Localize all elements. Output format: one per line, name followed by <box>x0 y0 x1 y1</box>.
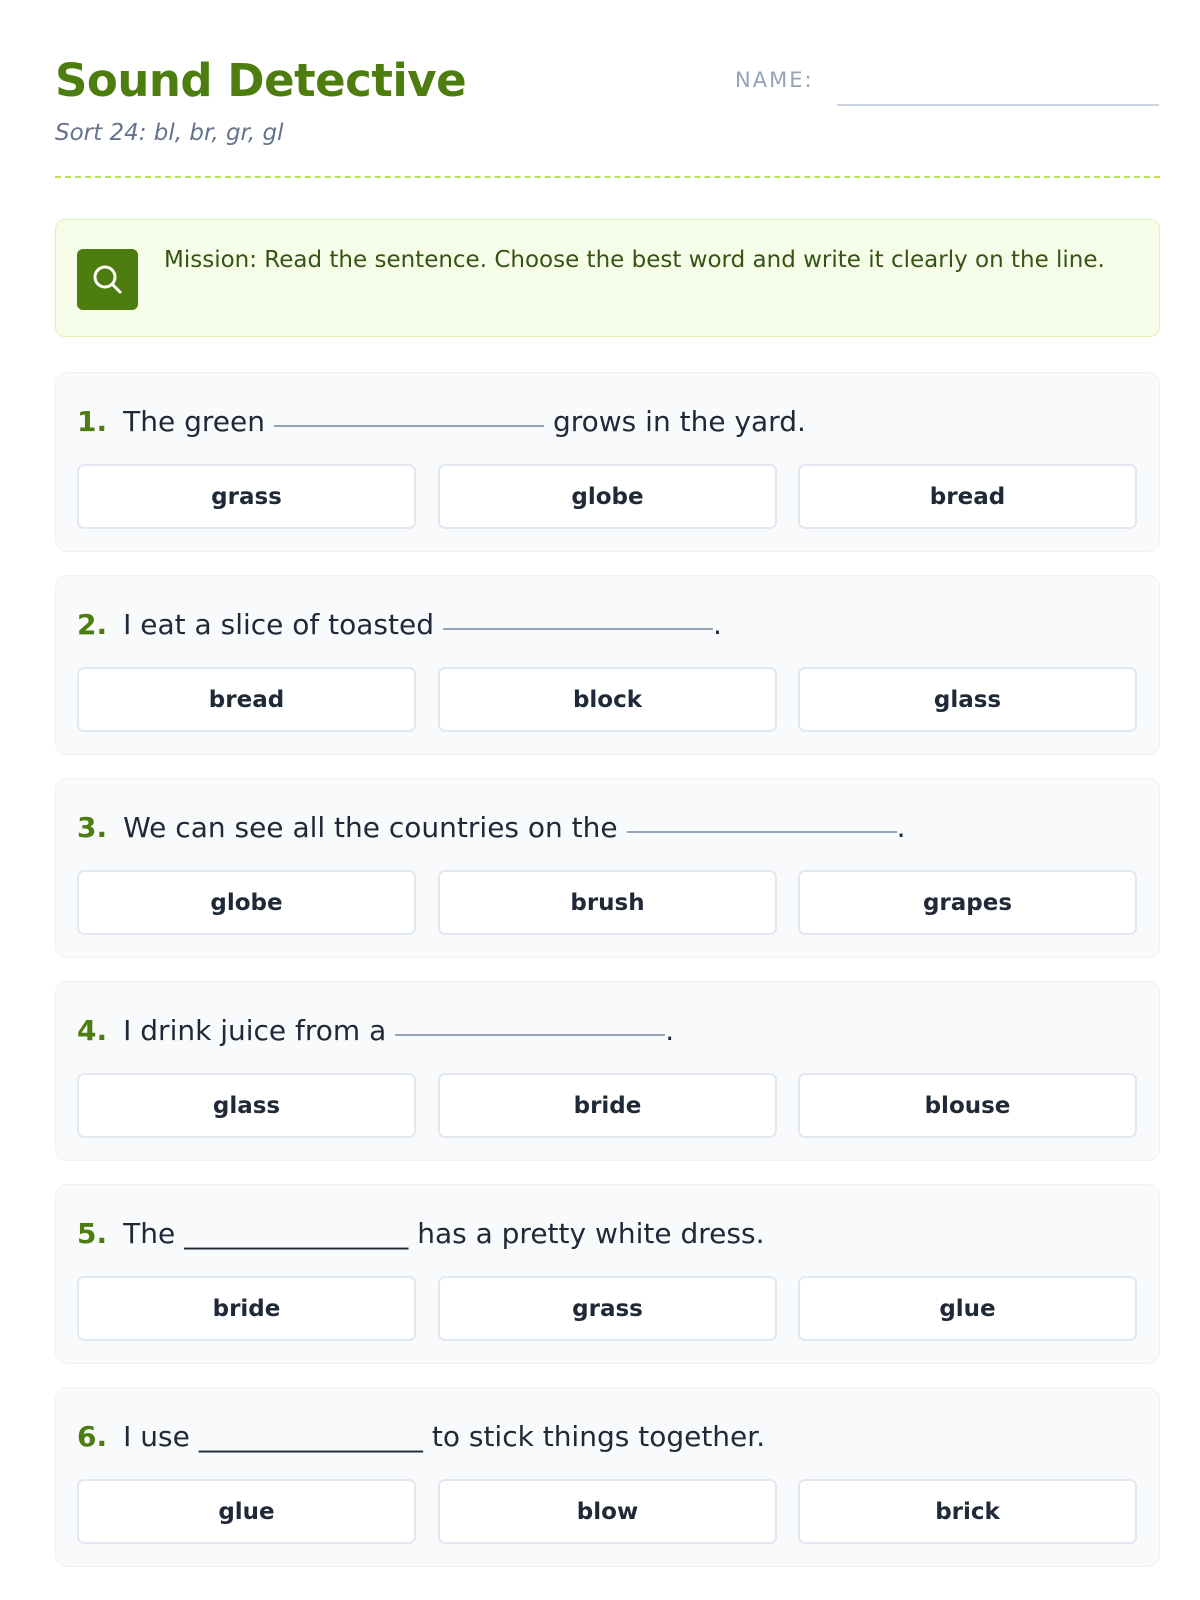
question-card <box>55 778 1160 958</box>
question-sentence <box>77 1012 674 1048</box>
word-choice-button[interactable]: bride <box>438 1073 777 1138</box>
sentence-start: I drink juice from a <box>123 1013 387 1047</box>
word-choice-button[interactable]: glue <box>77 1479 416 1544</box>
answer-blank[interactable] <box>274 425 544 427</box>
sentence-start: We can see all the countries on the <box>123 810 618 844</box>
question-number: 3. <box>77 810 108 844</box>
choice-row <box>77 667 1137 732</box>
sentence-end: . <box>896 810 906 844</box>
word-choice-button[interactable]: grapes <box>798 870 1137 935</box>
word-choice-button[interactable]: blow <box>438 1479 777 1544</box>
answer-blank[interactable]: ________________ <box>184 1216 409 1250</box>
sentence-end: has a pretty white dress. <box>417 1216 765 1250</box>
word-choice-button[interactable]: glue <box>798 1276 1137 1341</box>
page-title: Sound Detective <box>55 54 467 107</box>
word-choice-button[interactable]: bread <box>798 464 1137 529</box>
question-card <box>55 1184 1160 1364</box>
mission-box <box>55 219 1160 337</box>
question-number: 2. <box>77 607 108 641</box>
word-choice-button[interactable]: glass <box>798 667 1137 732</box>
word-choice-button[interactable]: bride <box>77 1276 416 1341</box>
search-icon <box>77 249 138 310</box>
page-subtitle: Sort 24: bl, br, gr, gl <box>55 120 284 146</box>
choice-row <box>77 1276 1137 1341</box>
word-choice-button[interactable]: blouse <box>798 1073 1137 1138</box>
choice-row <box>77 1073 1137 1138</box>
name-label: NAME: <box>735 68 814 92</box>
name-field-line[interactable] <box>837 104 1159 106</box>
question-number: 4. <box>77 1013 108 1047</box>
question-card <box>55 1387 1160 1567</box>
question-card <box>55 372 1160 552</box>
mission-instructions: Mission: Read the sentence. Choose the best word and write it clearly on the line. <box>164 247 1105 273</box>
question-number: 6. <box>77 1419 108 1453</box>
word-choice-button[interactable]: block <box>438 667 777 732</box>
question-card <box>55 575 1160 755</box>
choice-row <box>77 870 1137 935</box>
question-card <box>55 981 1160 1161</box>
question-sentence <box>77 403 806 439</box>
word-choice-button[interactable]: bread <box>77 667 416 732</box>
answer-blank[interactable] <box>627 831 897 833</box>
question-number: 1. <box>77 404 108 438</box>
word-choice-button[interactable]: brick <box>798 1479 1137 1544</box>
word-choice-button[interactable]: grass <box>438 1276 777 1341</box>
answer-blank[interactable] <box>443 628 713 630</box>
choice-row <box>77 464 1137 529</box>
question-sentence <box>77 1418 765 1454</box>
worksheet-page <box>55 0 1160 1525</box>
sentence-start: The <box>123 1216 176 1250</box>
sentence-end: grows in the yard. <box>552 404 806 438</box>
question-sentence <box>77 1215 764 1251</box>
sentence-start: I use <box>123 1419 190 1453</box>
word-choice-button[interactable]: globe <box>77 870 416 935</box>
sentence-start: The green <box>123 404 265 438</box>
word-choice-button[interactable]: glass <box>77 1073 416 1138</box>
word-choice-button[interactable]: globe <box>438 464 777 529</box>
question-sentence <box>77 809 906 845</box>
sentence-end: . <box>665 1013 675 1047</box>
worksheet-header <box>55 0 1160 178</box>
question-number: 5. <box>77 1216 108 1250</box>
sentence-start: I eat a slice of toasted <box>123 607 434 641</box>
word-choice-button[interactable]: grass <box>77 464 416 529</box>
choice-row <box>77 1479 1137 1544</box>
sentence-end: to stick things together. <box>431 1419 766 1453</box>
sentence-end: . <box>713 607 722 641</box>
question-sentence <box>77 606 722 642</box>
word-choice-button[interactable]: brush <box>438 870 777 935</box>
answer-blank[interactable] <box>395 1034 665 1036</box>
answer-blank[interactable]: ________________ <box>198 1419 423 1453</box>
